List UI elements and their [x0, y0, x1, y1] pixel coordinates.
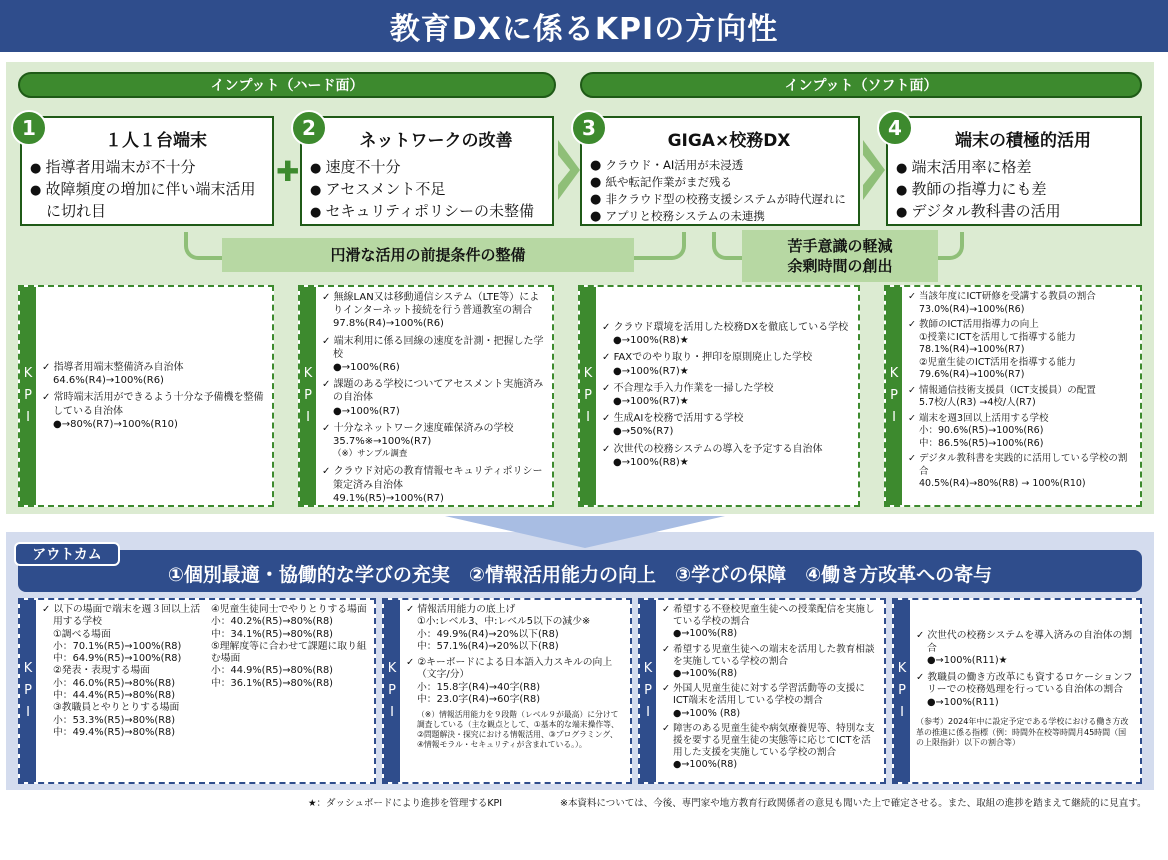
kpi-tag: K P I — [300, 287, 316, 505]
card-network — [300, 116, 554, 226]
kpi-tag: K P I — [384, 600, 400, 782]
card-bullet: ● 教師の指導力にも差 — [896, 179, 1132, 201]
kpi-item: ✓ FAXでのやり取り・押印を原則廃止した学校 ●→100%(R7)★ — [602, 351, 848, 377]
card-devices — [20, 116, 274, 226]
kpi-item: ✓ 次世代の校務システムを導入済みの自治体の割合 ●→100%(R11)★ — [916, 630, 1134, 668]
kpi-box-network — [298, 285, 554, 507]
card-title: 端末の積極的活用 — [955, 131, 1091, 151]
kpi-item: ✓ クラウド対応の教育情報セキュリティポリシー策定済み自治体 49.1%(R5)→100%(R7) — [322, 465, 546, 505]
kpi-note: （参考）2024年中に設定予定である学校における働き方改革の推進に係る指標（例：時間外在校等時間月45時間（国の上限指針）以下の割合等） — [916, 717, 1129, 747]
kpi-item: ✓ 希望する不登校児童生徒への授業配信を実施している学校の割合 ●→100%(R8) — [662, 604, 878, 641]
kpi-tag: K P I — [20, 287, 36, 505]
card-number-badge: 3 — [571, 110, 607, 146]
card-number-badge: 2 — [291, 110, 327, 146]
card-bullet: ● デジタル教科書の活用 — [896, 201, 1132, 223]
kpi-item: ✓ 不合理な手入力作業を一掃した学校 ●→100%(R7)★ — [602, 382, 848, 408]
page-title: 教育DXに係るKPIの方向性 — [0, 0, 1168, 52]
kpi-item: ✓ 情報活用能力の底上げ ①小:レベル3、中:レベル5以下の減少※ 小：49.9%(R4)→20%以下(R8) 中：57.1%(R4)→20%以下(R8) — [406, 604, 624, 653]
kpi-item: ✓ 当該年度にICT研修を受講する教員の割合 73.0%(R4)→100%(R6) — [908, 291, 1134, 316]
kpi-box-info-literacy — [382, 598, 632, 784]
kpi-item: ✓ 教職員の働き方改革にも資するロケーションフリーでの校務処理を行っている自治体の割合 ●→100%(R11) — [916, 672, 1134, 710]
card-bullet: ● 速度不十分 — [310, 157, 544, 179]
kpi-tag: K P I — [894, 600, 910, 782]
card-bullet: ● 非クラウド型の校務支援システムが時代遅れに — [590, 191, 850, 208]
card-number-badge: 4 — [877, 110, 913, 146]
kpi-item: ✓ 希望する児童生徒への端末を活用した教育相談を実施している学校の割合 ●→100%(R8) — [662, 644, 878, 681]
plus-icon: ✚ — [276, 155, 300, 188]
kpi-subcolumn: ④児童生徒同士でやりとりする場面 小：40.2%(R5)→80%(R8) 中：34.1%(R5)→80%(R8) ⑤理解度等に合わせて課題に取り組む場面 小：44.9%(R5)→80%(R8) 中：36.1%(R5)→80%(R8) — [210, 604, 367, 689]
card-bullet: ● 端末活用率に格差 — [896, 157, 1132, 179]
kpi-item: ✓ 十分なネットワーク速度確保済みの学校 35.7%※→100%(R7) （※）サンプル調査 — [322, 422, 546, 462]
kpi-box-giga — [578, 285, 860, 507]
kpi-item: ✓ 端末を週3回以上活用する学校 小：90.6%(R5)→100%(R6) 中：86.5%(R5)→100%(R6) — [908, 413, 1134, 451]
kpi-item: ✓ 以下の場面で端末を週３回以上活用する学校 ①調べる場面 小：70.1%(R5)→100%(R8) 中：64.9%(R5)→100%(R8) ②発表・表現する場面 小：46.0%(R5)→80%(R8) 中：44.4%(R5)→80%(R8) ③教職員とやりとりする場面 小：53.3%(R5)→80%(R8) 中：49.4%(R5)→80%(R8) — [42, 604, 205, 739]
card-utilization — [886, 116, 1142, 226]
card-bullet: ● セキュリティポリシーの未整備 — [310, 201, 544, 223]
kpi-box-utilization — [884, 285, 1142, 507]
card-title: １人１台端末 — [105, 131, 207, 151]
kpi-item: ✓ 端末利用に係る回線の速度を計測・把握した学校 ●→100%(R6) — [322, 335, 546, 375]
card-bullet: ● 指導者用端末が不十分 — [30, 157, 264, 179]
kpi-tag: K P I — [886, 287, 902, 505]
kpi-item: ✓ 指導者用端末整備済み自治体 64.6%(R4)→100%(R6) — [42, 361, 266, 387]
input-soft-label: インプット（ソフト面） — [580, 72, 1142, 98]
card-number-badge: 1 — [11, 110, 47, 146]
kpi-item: ✓ 情報通信技術支援員（ICT支援員）の配置 5.7校/人(R3) →4校/人(R7) — [908, 385, 1134, 410]
outcome-tag: アウトカム — [14, 542, 120, 566]
input-hard-label: インプット（ハード面） — [18, 72, 556, 98]
kpi-tag: K P I — [20, 600, 36, 782]
kpi-tag: K P I — [580, 287, 596, 505]
kpi-item: ✓ 生成AIを校務で活用する学校 ●→50%(R7) — [602, 412, 848, 438]
band-reduce-burden — [742, 230, 938, 282]
kpi-box-work-style — [892, 598, 1142, 784]
kpi-box-learning-guarantee — [638, 598, 886, 784]
kpi-item: ✓ 外国人児童生徒に対する学習活動等の支援にICT端末を活用している学校の割合 ●→100% (R8) — [662, 683, 878, 720]
footnote-disclaimer: ※本資料については、今後、専門家や地方教育行政関係者の意見も聞いた上で確定させる。また、取組の進捗を踏まえて継続的に見直す。 — [560, 798, 1147, 809]
kpi-item: ✓ 課題のある学校についてアセスメント実施済みの自治体 ●→100%(R7) — [322, 378, 546, 418]
kpi-box-individual-learning — [18, 598, 376, 784]
card-title: ネットワークの改善 — [359, 131, 513, 151]
card-bullet: ● アプリと校務システムの未連携 — [590, 208, 850, 225]
kpi-item: ✓ 障害のある児童生徒や病気療養児等、特別な支援を要する児童生徒の実態等に応じてICTを活用した支援を実施している学校の割合 ●→100%(R8) — [662, 723, 878, 772]
band-prerequisites: 円滑な活用の前提条件の整備 — [222, 238, 634, 272]
card-bullet: ● 紙や転記作業がまだ残る — [590, 174, 850, 191]
band-line: 余剰時間の創出 — [787, 257, 893, 275]
footnote-dashboard: ★：ダッシュボードにより進捗を管理するKPI — [308, 798, 503, 809]
kpi-item: ✓ 教師のICT活用指導力の向上 ①授業にICTを活用して指導する能力 78.1%(R4)→100%(R7) ②児童生徒のICT活用を指導する能力 79.6%(R4)→100%(R7) — [908, 319, 1134, 382]
kpi-item: ✓ 常時端末活用ができるよう十分な予備機を整備している自治体 ●→80%(R7)→100%(R10) — [42, 391, 266, 431]
kpi-item: ✓ ②キーボードによる日本語入力スキルの向上（文字/分） 小：15.8字(R4)→40字(R8) 中：23.0字(R4)→60字(R8) — [406, 657, 624, 706]
kpi-item: ✓ 次世代の校務システムの導入を予定する自治体 ●→100%(R8)★ — [602, 443, 848, 469]
kpi-item: ✓ 無線LAN又は移動通信システム（LTE等）によりインターネット接続を行う普通教室の割合 97.8%(R4)→100%(R6) — [322, 291, 546, 331]
outcome-headline: ①個別最適・協働的な学びの充実 ②情報活用能力の向上 ③学びの保障 ④働き方改革への寄与 — [18, 550, 1142, 592]
card-bullet: ● クラウド・AI活用が未浸透 — [590, 157, 850, 174]
kpi-box-devices — [18, 285, 274, 507]
kpi-item: ✓ クラウド環境を活用した校務DXを徹底している学校 ●→100%(R8)★ — [602, 321, 848, 347]
kpi-note: （※）情報活用能力を９段階（レベル９が最高）に分けて調査している（主な観点として、①基本的な端末操作等、②問題解決・探究における情報活用、③プログラミング、④情報モラル・セキュリティが含まれている。）。 — [417, 710, 619, 750]
kpi-item: ✓ デジタル教科書を実践的に活用している学校の割合 40.5%(R4)→80%(R8) → 100%(R10) — [908, 453, 1134, 491]
band-line: 苦手意識の軽減 — [787, 237, 893, 255]
card-bullet: ● アセスメント不足 — [310, 179, 544, 201]
card-giga — [580, 116, 860, 226]
card-title: GIGA×校務DX — [667, 131, 791, 151]
kpi-tag: K P I — [640, 600, 656, 782]
card-bullet: ● 故障頻度の増加に伴い端末活用に切れ目 — [30, 179, 264, 222]
